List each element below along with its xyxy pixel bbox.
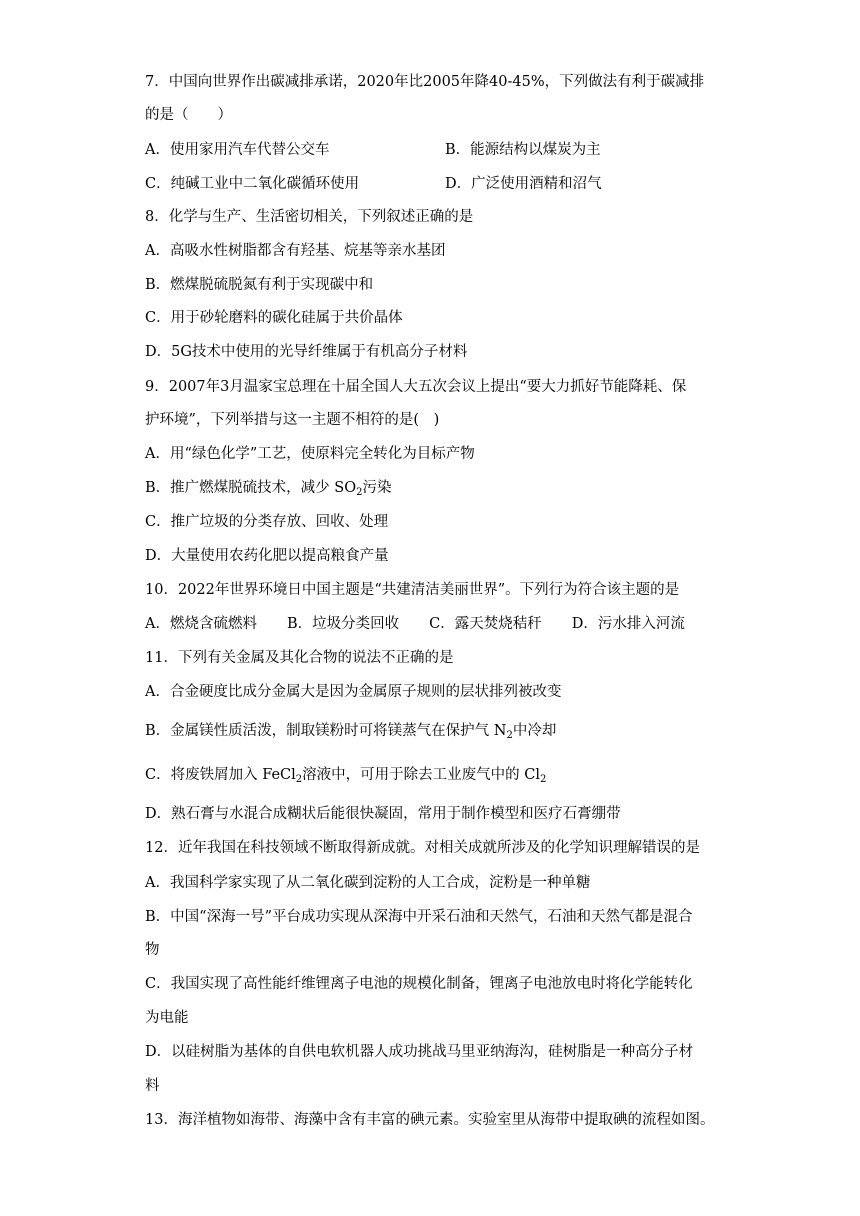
q7-option-c: C．纯碱工业中二氧化碳循环使用 [145,176,360,192]
q12-option-c-line2: 为电能 [145,1010,189,1026]
q9-option-b-text: B．推广燃煤脱硫技术，减少 SO [145,480,357,496]
q11-stem: 11．下列有关金属及其化合物的说法不正确的是 [145,650,454,666]
q12-option-d-line1: D．以硅树脂为基体的自供电软机器人成功挑战马里亚纳海沟，硅树脂是一种高分子材 [145,1044,694,1060]
q8-option-d: D．5G技术中使用的光导纤维属于有机高分子材料 [145,344,468,360]
q7-stem-line1: 7．中国向世界作出碳减排承诺，2020年比2005年降40-45%，下列做法有利于碳减排 [145,74,705,90]
q9-option-b-subscript: 2 [356,487,363,498]
q12-option-d-line2: 料 [145,1078,160,1094]
q12-option-c-line1: C．我国实现了高性能纤维锂离子电池的规模化制备，锂离子电池放电时将化学能转化 [145,976,693,992]
q8-option-c: C．用于砂轮磨料的碳化硅属于共价晶体 [145,310,403,326]
q12-stem: 12．近年我国在科技领域不断取得新成就。对相关成就所涉及的化学知识理解错误的是 [145,840,700,856]
q11-option-d: D．熟石膏与水混合成糊状后能很快凝固，常用于制作模型和医疗石膏绷带 [145,806,621,822]
q8-option-b: B．燃煤脱硫脱氮有利于实现碳中和 [145,277,374,293]
q9-option-c: C．推广垃圾的分类存放、回收、处理 [145,514,389,530]
q9-stem-line1: 9．2007年3月温家宝总理在十届全国人大五次会议上提出“要大力抓好节能降耗、保 [145,379,687,395]
q11-option-c-subscript: 2 [295,774,303,785]
q11-option-b-tail: 中冷却 [512,723,557,739]
q11-option-c-subscript2: 2 [540,774,547,785]
q11-option-c-text: C．将废铁屑加入 FeCl [145,767,296,783]
q9-option-d: D．大量使用农药化肥以提高粮食产量 [145,548,389,564]
q9-stem-line2: 护环境”，下列举措与这一主题不相符的是( ) [145,412,440,428]
q13-stem: 13．海洋植物如海带、海藻中含有丰富的碘元素。实验室里从海带中提取碘的流程如图。 [145,1112,715,1128]
q12-option-b-line2: 物 [145,942,160,958]
q10-option-c: C．露天焚烧秸秆 [429,616,542,632]
q8-stem: 8．化学与生产、生活密切相关，下列叙述正确的是 [145,209,474,225]
q10-option-d: D．污水排入河流 [571,616,685,632]
q10-option-a: A．燃烧含硫燃料 [145,616,257,632]
q11-option-a: A．合金硬度比成分金属大是因为金属原子规则的层状排列被改变 [145,684,562,700]
q9-option-b [145,478,391,503]
q11-option-b-text: B．金属镁性质活泼，制取镁粉时可将镁蒸气在保护气 N [145,723,507,739]
q12-option-a: A．我国科学家实现了从二氧化碳到淀粉的人工合成，淀粉是一种单糖 [145,875,591,891]
q10-option-b: B．垃圾分类回收 [286,616,400,632]
q9-option-b-tail: 污染 [362,480,392,496]
q10-options [145,614,685,634]
q10-stem: 10．2022年世界环境日中国主题是“共建清洁美丽世界”。下列行为符合该主题的是 [145,582,680,598]
q7-option-d: D．广泛使用酒精和沼气 [445,176,602,192]
q9-option-a: A．用“绿色化学”工艺，使原料完全转化为目标产物 [145,446,475,462]
q7-option-a: A．使用家用汽车代替公交车 [145,142,330,158]
q11-option-b-subscript: 2 [506,730,513,741]
q12-option-b-line1: B．中国“深海一号”平台成功实现从深海中开采石油和天然气，石油和天然气都是混合 [145,909,693,925]
q7-stem-line2: 的是（ ） [145,107,232,123]
q11-option-c-middle: 溶液中，可用于除去工业废气中的 Cl [302,767,541,783]
q11-option-b [145,721,556,746]
q11-option-c [145,765,546,790]
q8-option-a: A．高吸水性树脂都含有羟基、烷基等亲水基团 [145,243,446,259]
q7-option-b: B．能源结构以煤炭为主 [445,142,601,158]
